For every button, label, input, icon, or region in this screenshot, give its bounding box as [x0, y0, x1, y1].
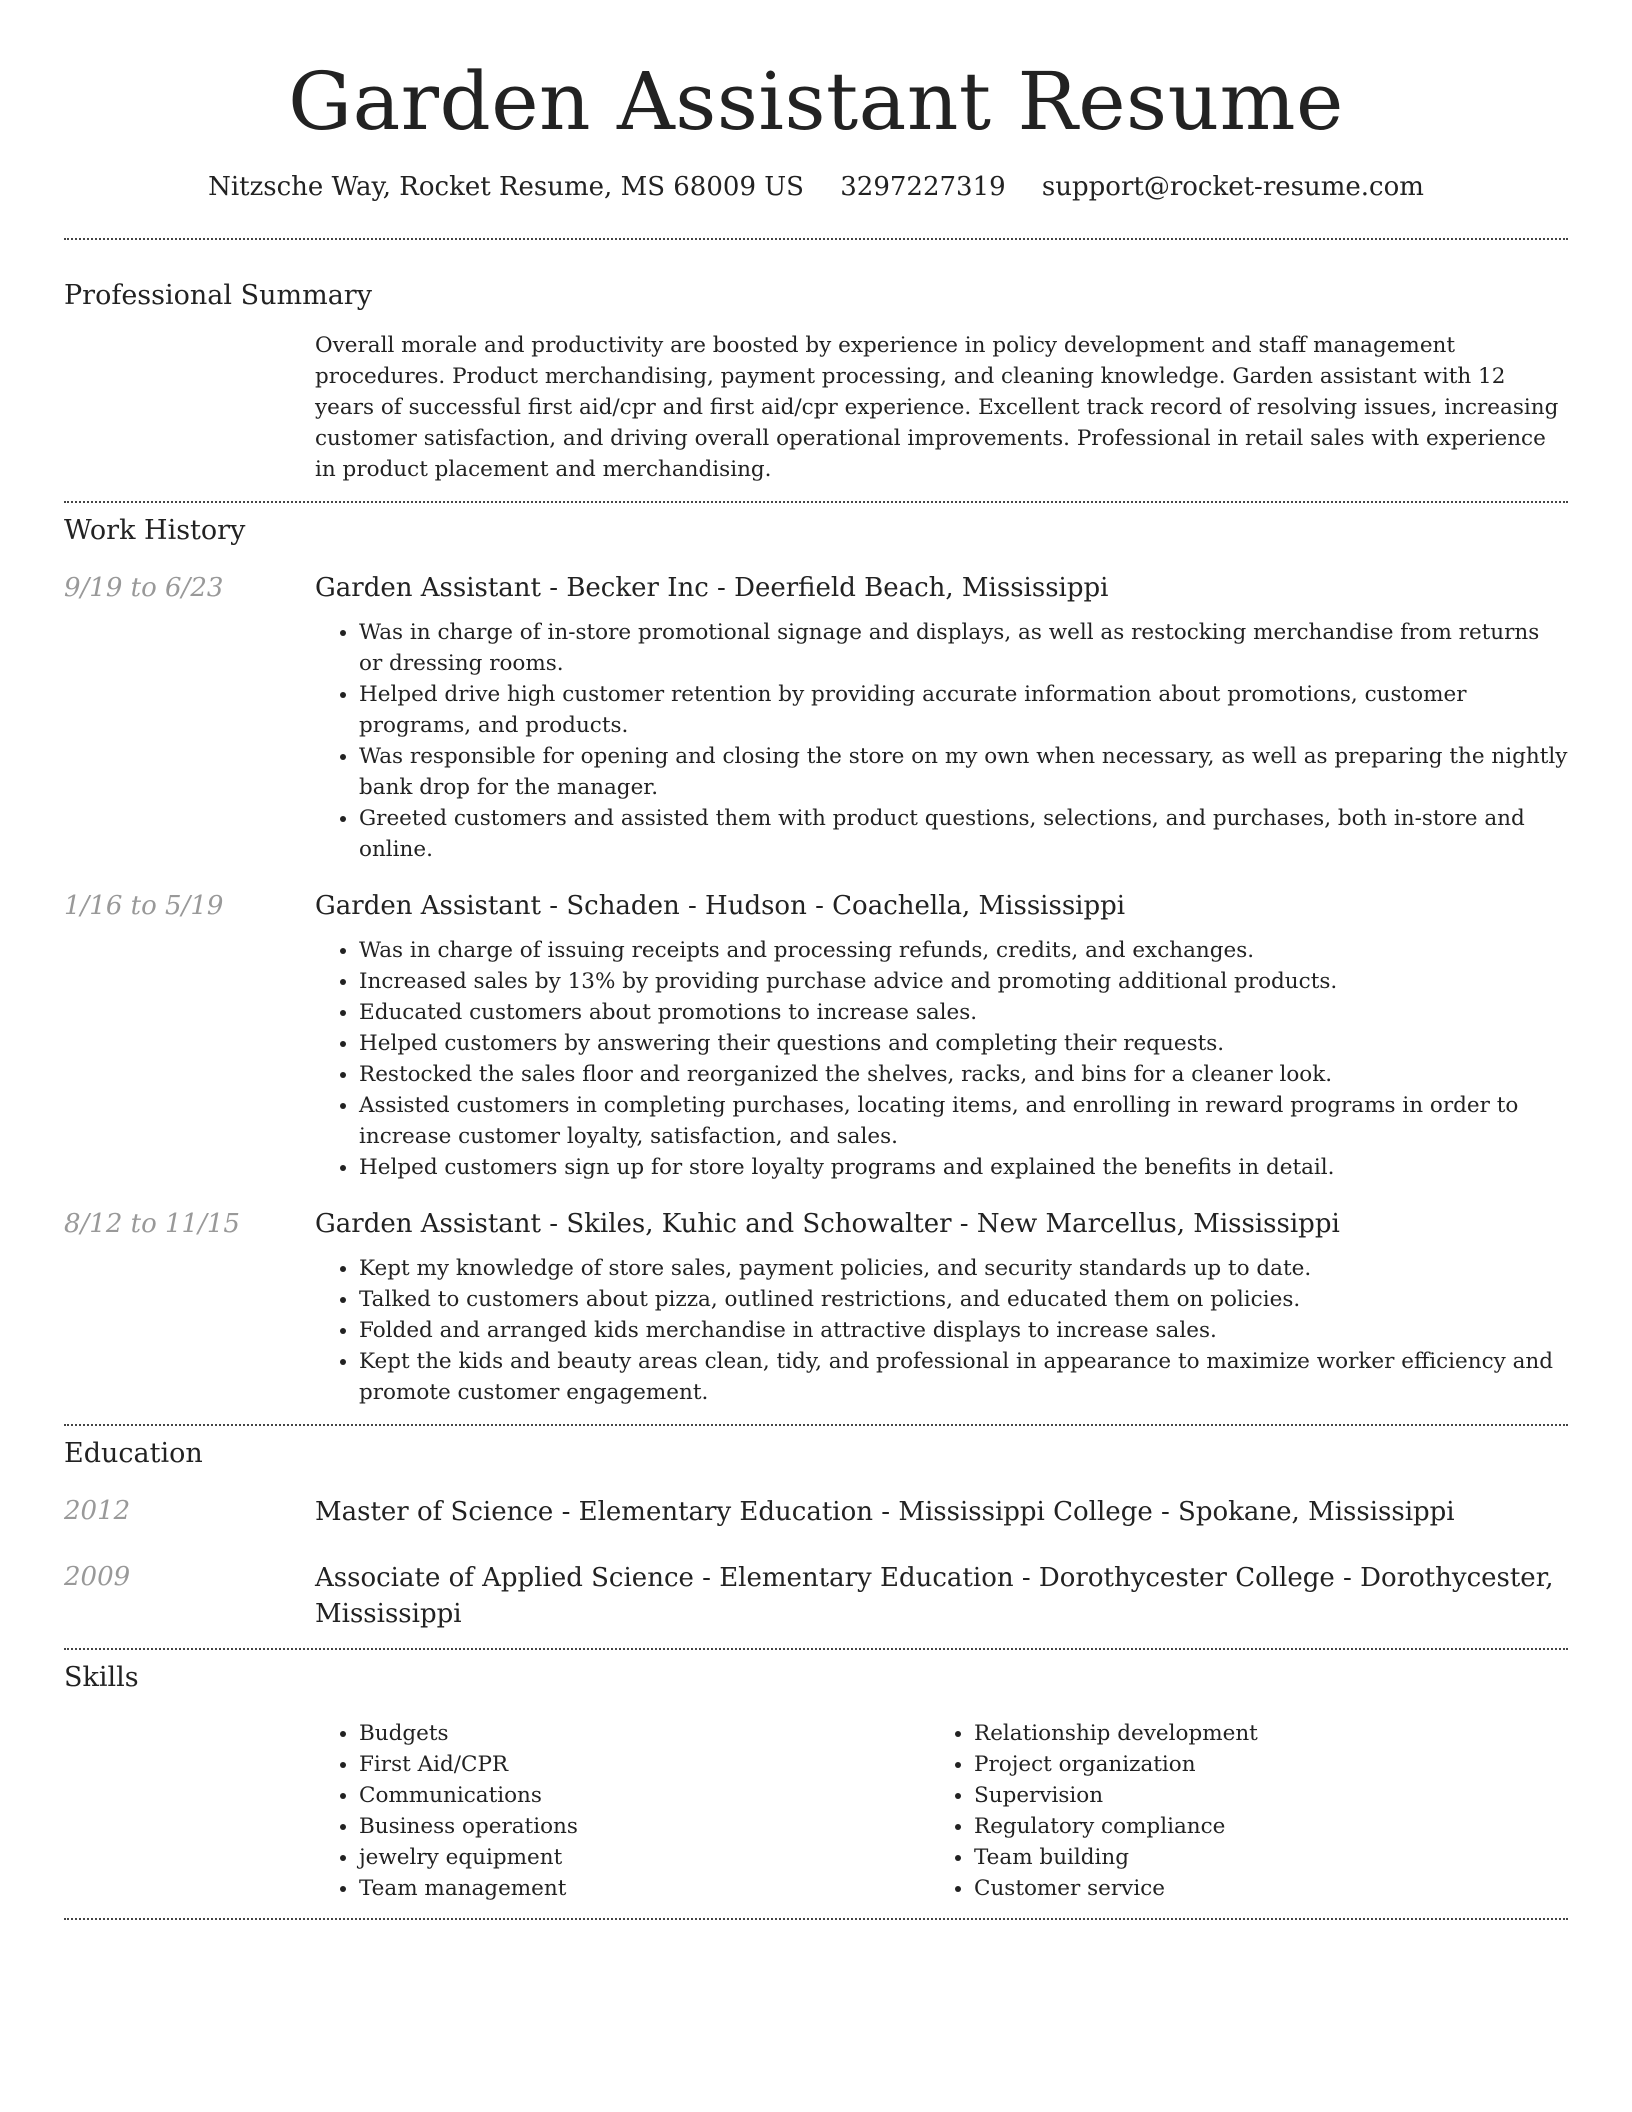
contact-address: Nitzsche Way, Rocket Resume, MS 68009 US — [208, 172, 804, 202]
skills-column-right — [930, 1718, 1545, 1904]
skill-item: • Team management — [359, 1873, 930, 1904]
list-item: • Greeted customers and assisted them with product questions, selections, and purchases, both in-store and online. — [359, 803, 1568, 865]
skill-item: • Communications — [359, 1780, 930, 1811]
education-entry — [64, 1560, 1568, 1632]
contact-email: support@rocket-resume.com — [1041, 172, 1424, 202]
contact-info — [64, 170, 1568, 204]
section-heading-summary: Professional Summary — [64, 280, 372, 311]
skills-list — [315, 1718, 1568, 1904]
contact-phone: 3297227319 — [840, 172, 1006, 202]
list-item: • Helped customers by answering their questions and completing their requests. — [359, 1028, 1568, 1059]
list-item: • Increased sales by 13% by providing purchase advice and promoting additional products. — [359, 966, 1568, 997]
job-entry — [64, 1207, 1568, 1408]
summary-section — [64, 278, 1568, 485]
list-item: • Helped drive high customer retention by providing accurate information about promotions, customer programs, and products. — [359, 679, 1568, 741]
list-item: • Helped customers sign up for store loyalty programs and explained the benefits in detail. — [359, 1152, 1568, 1183]
job-bullets — [315, 1253, 1568, 1408]
list-item: • Talked to customers about pizza, outlined restrictions, and educated them on policies. — [359, 1284, 1568, 1315]
divider — [64, 1918, 1568, 1920]
job-bullets — [315, 617, 1568, 865]
section-heading-skills: Skills — [64, 1662, 139, 1693]
education-title: Master of Science - Elementary Education - Mississippi College - Spokane, Mississippi — [315, 1497, 1455, 1527]
list-item: • Assisted customers in completing purchases, locating items, and enrolling in reward programs in order to increase customer loyalty, satisfaction, and sales. — [359, 1090, 1568, 1152]
job-title: Garden Assistant - Becker Inc - Deerfield Beach, Mississippi — [315, 573, 1109, 603]
job-entry — [64, 571, 1568, 865]
skill-item: • jewelry equipment — [359, 1842, 930, 1873]
skill-item: • Customer service — [974, 1873, 1545, 1904]
education-year: 2009 — [64, 1562, 131, 1592]
skills-section — [64, 1660, 1568, 1904]
resume-page — [64, 0, 1568, 1920]
job-dates: 8/12 to 11/15 — [64, 1209, 240, 1239]
education-section — [64, 1436, 1568, 1632]
job-dates: 1/16 to 5/19 — [64, 891, 224, 921]
skill-item: • Budgets — [359, 1718, 930, 1749]
list-item: • Kept my knowledge of store sales, payment policies, and security standards up to date. — [359, 1253, 1568, 1284]
divider — [64, 238, 1568, 240]
skill-item: • Team building — [974, 1842, 1545, 1873]
job-title: Garden Assistant - Schaden - Hudson - Coachella, Mississippi — [315, 891, 1126, 921]
skill-item: • Supervision — [974, 1780, 1545, 1811]
education-title: Associate of Applied Science - Elementary Education - Dorothycester College - Dorothycester, Mississippi — [315, 1563, 1554, 1629]
resume-title: Garden Assistant Resume — [288, 55, 1344, 148]
education-year: 2012 — [64, 1496, 131, 1526]
job-bullets — [315, 935, 1568, 1183]
education-entry — [64, 1494, 1568, 1530]
list-item: • Was responsible for opening and closing the store on my own when necessary, as well as preparing the nightly bank drop for the manager. — [359, 741, 1568, 803]
work-history-section — [64, 513, 1568, 1408]
skill-item: • First Aid/CPR — [359, 1749, 930, 1780]
divider — [64, 1648, 1568, 1650]
list-item: • Kept the kids and beauty areas clean, tidy, and professional in appearance to maximize worker efficiency and promote customer engagement. — [359, 1346, 1568, 1408]
skill-item: • Regulatory compliance — [974, 1811, 1545, 1842]
section-heading-education: Education — [64, 1438, 203, 1469]
list-item: • Folded and arranged kids merchandise in attractive displays to increase sales. — [359, 1315, 1568, 1346]
list-item: • Was in charge of issuing receipts and processing refunds, credits, and exchanges. — [359, 935, 1568, 966]
section-heading-work-history: Work History — [64, 515, 246, 546]
job-entry — [64, 889, 1568, 1183]
list-item: • Was in charge of in-store promotional signage and displays, as well as restocking merchandise from returns or dressing rooms. — [359, 617, 1568, 679]
list-item: • Educated customers about promotions to increase sales. — [359, 997, 1568, 1028]
divider — [64, 501, 1568, 503]
list-item: • Restocked the sales floor and reorganized the shelves, racks, and bins for a cleaner look. — [359, 1059, 1568, 1090]
divider — [64, 1424, 1568, 1426]
skills-column-left — [315, 1718, 930, 1904]
skill-item: • Project organization — [974, 1749, 1545, 1780]
summary-text: Overall morale and productivity are boosted by experience in policy development and staff management procedures. Product merchandising, payment processing, and cleaning knowledge. Garden assistant with 12 years of successful first aid/cpr and first aid/cpr experience. Excellent track record of resolving issues, increasing customer satisfaction, and driving overall operational improvements. Professional in retail sales with experience in product placement and merchandising. — [315, 333, 1559, 482]
skill-item: • Relationship development — [974, 1718, 1545, 1749]
job-title: Garden Assistant - Skiles, Kuhic and Schowalter - New Marcellus, Mississippi — [315, 1209, 1340, 1239]
job-dates: 9/19 to 6/23 — [64, 573, 224, 603]
skill-item: • Business operations — [359, 1811, 930, 1842]
